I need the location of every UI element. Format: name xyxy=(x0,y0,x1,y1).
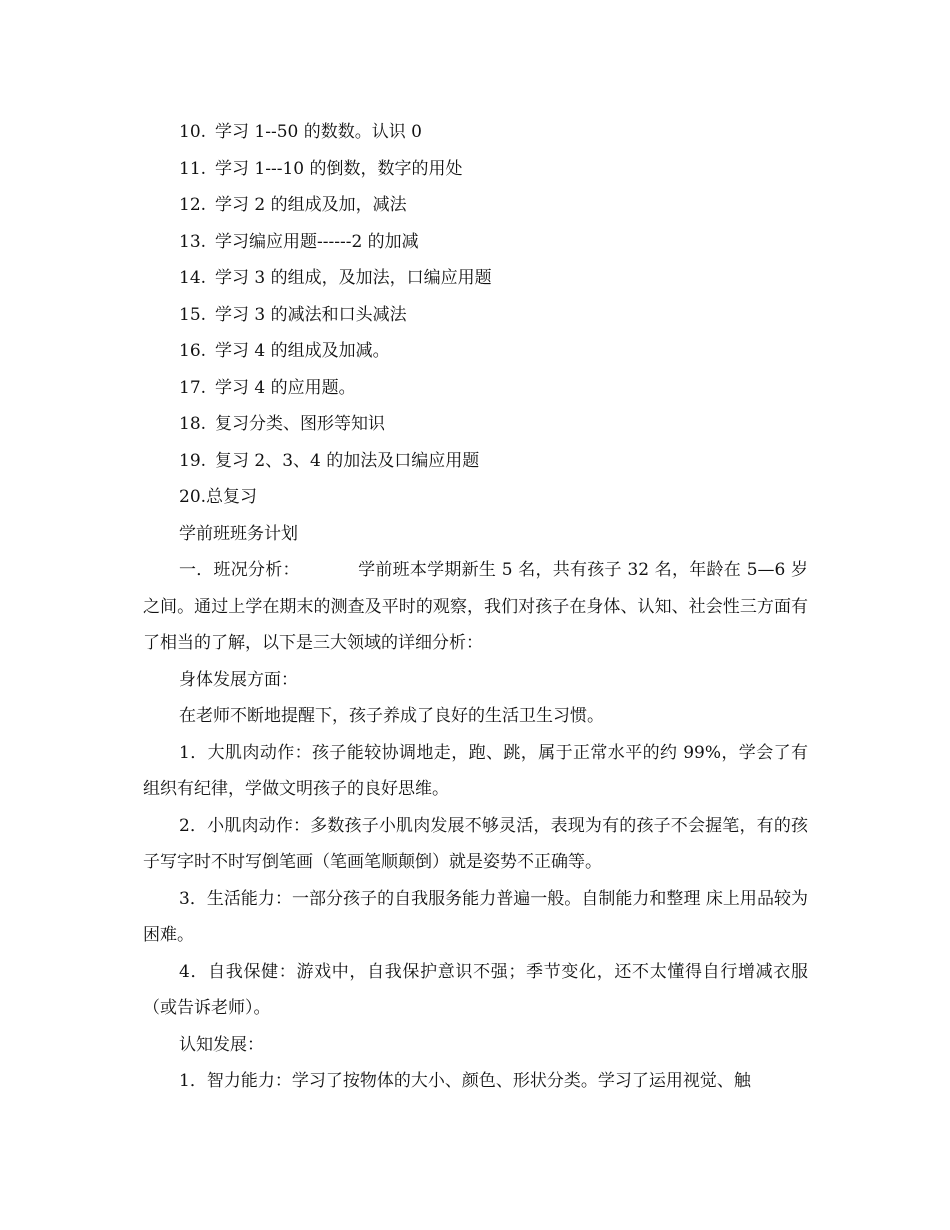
class-analysis-paragraph xyxy=(143,552,808,662)
list-item xyxy=(143,406,808,443)
physical-point: 3．生活能力：一部分孩子的自我服务能力普遍一般。自制能力和整理 床上用品较为困难。 xyxy=(143,888,808,945)
list-item xyxy=(143,187,808,224)
cognitive-point: 1．智力能力：学习了按物体的大小、颜色、形状分类。学习了运用视觉、触 xyxy=(179,1071,751,1091)
class-analysis-label: 一．班况分析： xyxy=(179,560,300,580)
review-line: 20.总复习 xyxy=(179,487,258,507)
list-item xyxy=(143,333,808,370)
list-item xyxy=(143,224,808,261)
list-item-number: 11. xyxy=(179,158,207,179)
physical-point: 1．大肌肉动作：孩子能较协调地走，跑、跳，属于正常水平的约 99%，学会了有组织有纪律，学做文明孩子的良好思维。 xyxy=(143,742,808,799)
list-item-number: 14. xyxy=(179,268,207,288)
list-item-text: 学习 4 的应用题。 xyxy=(215,377,356,398)
list-item-number: 13. xyxy=(179,231,207,252)
physical-point: 4．自我保健：游戏中，自我保护意识不强；季节变化，还不太懂得自行增减衣服（或告诉老师）。 xyxy=(143,961,808,1018)
list-item-text: 学习编应用题------2 的加减 xyxy=(215,231,419,252)
list-item-text: 学习 1--50 的数数。认识 0 xyxy=(215,122,422,142)
cognitive-heading: 认知发展： xyxy=(179,1034,264,1055)
list-item-text: 学习 1---10 的倒数，数字的用处 xyxy=(215,158,463,179)
physical-heading: 身体发展方面： xyxy=(179,669,298,690)
list-item xyxy=(143,260,808,297)
list-item xyxy=(143,151,808,188)
list-item xyxy=(143,297,808,334)
physical-intro: 在老师不断地提醒下，孩子养成了良好的生活卫生习惯。 xyxy=(179,706,604,726)
list-item-text: 复习分类、图形等知识 xyxy=(215,414,385,434)
list-item-number: 18. xyxy=(179,414,207,434)
list-item-number: 17. xyxy=(179,377,207,398)
list-item-number: 10. xyxy=(179,122,207,142)
list-item-text: 学习 2 的组成及加，减法 xyxy=(215,195,407,215)
list-item-number: 12. xyxy=(179,195,207,215)
document-body xyxy=(143,114,808,1100)
list-item xyxy=(143,443,808,480)
list-item-number: 15. xyxy=(179,304,207,325)
list-item xyxy=(143,114,808,151)
list-item-text: 学习 4 的组成及加减。 xyxy=(215,341,390,361)
list-item xyxy=(143,370,808,407)
plan-title: 学前班班务计划 xyxy=(179,523,298,544)
class-analysis-text: 学前班本学期新生 5 名，共有孩子 32 名，年龄在 5—6 岁之间。通过上学在期末的测查及平时的观察，我们对孩子在身体、认知、社会性三方面有了相当的了解，以下是三大领域的详细分析： xyxy=(143,560,808,653)
list-item-text: 复习 2、3、4 的加法及口编应用题 xyxy=(215,450,480,471)
list-item-text: 学习 3 的减法和口头减法 xyxy=(215,304,407,325)
list-item-number: 16. xyxy=(179,341,207,361)
physical-point: 2．小肌肉动作：多数孩子小肌肉发展不够灵活，表现为有的孩子不会握笔，有的孩子写字时不时写倒笔画（笔画笔顺颠倒）就是姿势不正确等。 xyxy=(143,815,808,872)
list-item-text: 学习 3 的组成，及加法，口编应用题 xyxy=(215,268,492,288)
list-item-number: 19. xyxy=(179,450,207,471)
